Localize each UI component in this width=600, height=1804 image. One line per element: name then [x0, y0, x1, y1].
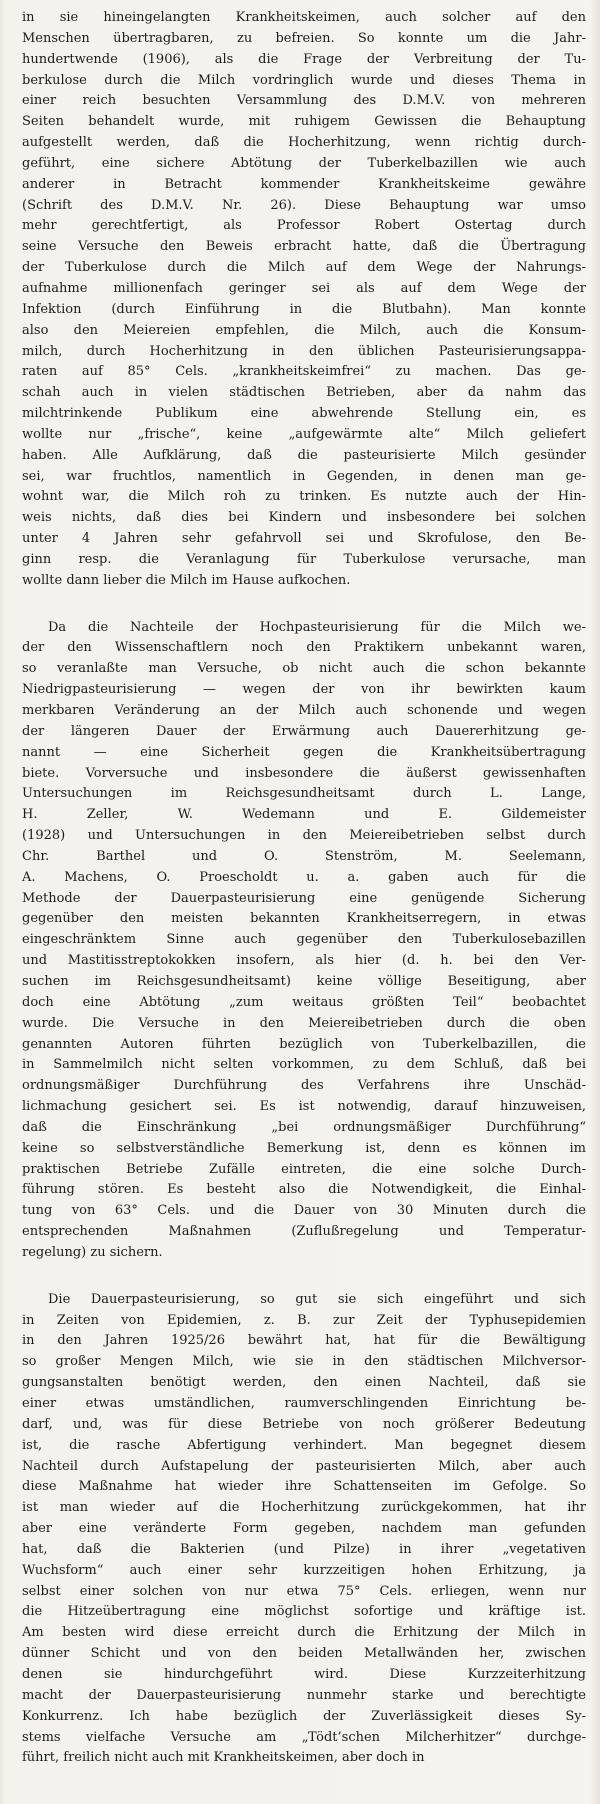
text-line: praktischen Betriebe Zufälle eintreten, die eine solche Durch- — [22, 1161, 586, 1177]
text-line: diese Maßnahme hat wieder ihre Schattenseiten im Gefolge. So — [22, 1479, 586, 1495]
text-line: wollte dann lieber die Milch im Hause aufkochen. — [22, 572, 351, 588]
paragraph-gap — [22, 592, 586, 618]
text-line: führung stören. Es besteht also die Notwendigkeit, die Einhal- — [22, 1182, 586, 1198]
text-line: in Sammelmilch nicht selten vorkommen, zu dem Schluß, daß bei — [22, 1057, 586, 1073]
text-line: so veranlaßte man Versuche, ob nicht auch die schon bekannte — [22, 661, 586, 677]
text-line: einer reich besuchten Versammlung des D.M.V. von mehreren — [22, 93, 586, 109]
text-line: Nachteil durch Aufstapelung der pasteurisierten Milch, aber auch — [22, 1458, 586, 1474]
text-line: ist man wieder auf die Hocherhitzung zurückgekommen, hat ihr — [22, 1500, 586, 1516]
text-line: milch, durch Hocherhitzung in den üblichen Pasteurisierungsappa- — [22, 343, 586, 359]
paragraph-gap — [22, 1264, 586, 1290]
text-line: merkbaren Veränderung an der Milch auch schonende und wegen — [22, 703, 586, 718]
paragraph — [22, 618, 586, 1264]
text-line: regelung) zu sichern. — [22, 1244, 163, 1260]
text-line: tung von 63° Cels. und die Dauer von 30 Minuten durch die — [22, 1203, 586, 1219]
text-line: Methode der Dauerpasteurisierung eine genügende Sicherung — [22, 890, 586, 906]
text-line: einer etwas umständlichen, raumverschlingenden Einrichtung be- — [22, 1396, 586, 1411]
text-line: ginn resp. die Veranlagung für Tuberkulose verursache, man — [22, 551, 586, 567]
text-line: die Hitzeübertragung eine möglichst sofortige und kräftige ist. — [22, 1604, 586, 1620]
text-line: Konkurrenz. Ich habe bezüglich der Zuverlässigkeit dieses Sy- — [22, 1708, 586, 1724]
text-line: daß die Einschränkung „bei ordnungsmäßiger Durchführung“ — [22, 1119, 586, 1135]
text-line: so großer Mengen Milch, wie sie in den städtischen Milchversor- — [22, 1354, 586, 1370]
text-line: wollte nur „frische“, keine „aufgewärmte alte“ Milch geliefert — [22, 426, 586, 442]
text-line: stems vielfache Versuche am „Tödt’schen Milcherhitzer“ durchge- — [22, 1729, 586, 1745]
text-line: raten auf 85° Cels. „krankheitskeimfrei“ zu machen. Das ge- — [22, 364, 586, 380]
text-line: in Zeiten von Epidemien, z. B. zur Zeit der Typhusepidemien — [22, 1312, 586, 1328]
paragraph — [22, 1290, 586, 1769]
text-line: denen sie hindurchgeführt wird. Diese Kurzzeiterhitzung — [22, 1666, 586, 1682]
text-line: führt, freilich nicht auch mit Krankheitskeimen, aber doch in — [22, 1750, 425, 1766]
text-line: aufnahme millionenfach geringer sei als auf dem Wege der — [22, 280, 586, 296]
text-line: seine Versuche den Beweis erbracht hatte, daß die Übertragung — [22, 239, 586, 255]
text-line: (Schrift des D.M.V. Nr. 26). Diese Behauptung war umso — [22, 197, 586, 213]
text-line: selbst einer solchen von nur etwa 75° Cels. erliegen, wenn nur — [22, 1583, 586, 1599]
text-line: Menschen übertragbaren, zu befreien. So konnte um die Jahr- — [22, 30, 586, 46]
text-line: genannten Autoren führten bezüglich von Tuberkelbazillen, die — [22, 1036, 586, 1052]
text-line: geführt, eine sichere Abtötung der Tuberkelbazillen wie auch — [22, 155, 586, 171]
paragraph — [22, 8, 586, 592]
text-line: (1928) und Untersuchungen in den Meiereibetrieben selbst durch — [22, 828, 586, 844]
text-line: aber eine veränderte Form gegeben, nachdem man gefunden — [22, 1521, 586, 1537]
text-line: wohnt war, die Milch roh zu trinken. Es nutzte auch der Hin- — [22, 489, 586, 505]
text-line: gegenüber den meisten bekannten Krankheitserregern, in etwas — [22, 911, 586, 927]
text-line: Niedrigpasteurisierung — wegen der von ihr bewirkten kaum — [22, 682, 586, 698]
text-line: Seiten behandelt wurde, mit ruhigem Gewissen die Behauptung — [22, 114, 586, 130]
text-line: der den Wissenschaftlern noch den Praktikern unbekannt waren, — [22, 640, 586, 656]
text-line: biete. Vorversuche und insbesondere die äußerst gewissenhaften — [22, 765, 586, 781]
text-line: Die Dauerpasteurisierung, so gut sie sich eingeführt und sich — [48, 1291, 586, 1307]
document-body — [22, 8, 586, 1769]
text-line: unter 4 Jahren sehr gefahrvoll sei und Skrofulose, den Be- — [22, 531, 586, 547]
text-line: macht der Dauerpasteurisierung nunmehr starke und berechtigte — [22, 1687, 586, 1703]
text-line: und Mastitisstreptokokken insofern, als hier (d. h. bei den Ver- — [22, 953, 586, 969]
text-line: in den Jahren 1925/26 bewährt hat, hat für die Bewältigung — [22, 1333, 586, 1349]
text-line: aufgestellt werden, daß die Hocherhitzung, wenn richtig durch- — [22, 135, 586, 151]
text-line: ist, die rasche Abfertigung verhindert. Man begegnet diesem — [22, 1437, 586, 1453]
text-line: berkulose durch die Milch vordringlich wurde und dieses Thema in — [22, 72, 586, 88]
text-line: haben. Alle Aufklärung, daß die pasteurisierte Milch gesünder — [22, 447, 586, 463]
text-line: hundertwende (1906), als die Frage der Verbreitung der Tu- — [22, 51, 586, 67]
text-line: mehr gerechtfertigt, als Professor Robert Ostertag durch — [22, 218, 586, 234]
text-line: der längeren Dauer der Erwärmung auch Dauererhitzung ge- — [22, 723, 586, 739]
text-line: suchen im Reichsgesundheitsamt) keine völlige Beseitigung, aber — [22, 973, 586, 989]
text-line: anderer in Betracht kommender Krankheitskeime gewähre — [22, 176, 586, 192]
text-line: lichmachung gesichert sei. Es ist notwendig, darauf hinzuweisen, — [22, 1099, 586, 1115]
text-line: A. Machens, O. Proescholdt u. a. gaben auch für die — [22, 869, 586, 885]
text-line: Da die Nachteile der Hochpasteurisierung für die Milch we- — [48, 619, 586, 635]
text-line: darf, und, was für diese Betriebe von noch größerer Bedeutung — [22, 1416, 586, 1432]
text-line: H. Zeller, W. Wedemann und E. Gildemeister — [22, 807, 586, 823]
text-line: hat, daß die Bakterien (und Pilze) in ihrer „vegetativen — [22, 1541, 586, 1557]
text-line: weis nichts, daß dies bei Kindern und insbesondere bei solchen — [22, 510, 586, 526]
text-line: sei, war fruchtlos, namentlich in Gegenden, in denen man ge- — [22, 468, 586, 484]
text-line: keine so selbstverständliche Bemerkung ist, denn es können im — [22, 1140, 586, 1156]
text-line: Infektion (durch Einführung in die Blutbahn). Man konnte — [22, 301, 586, 317]
text-line: der Tuberkulose durch die Milch auf dem Wege der Nahrungs- — [22, 260, 586, 276]
text-line: milchtrinkende Publikum eine abwehrende Stellung ein, es — [22, 406, 586, 422]
text-line: wurde. Die Versuche in den Meiereibetrieben durch die oben — [22, 1015, 586, 1031]
text-line: entsprechenden Maßnahmen (Zuflußregelung und Temperatur- — [22, 1224, 586, 1240]
text-line: ordnungsmäßiger Durchführung des Verfahrens ihre Unschäd- — [22, 1078, 586, 1094]
text-line: in sie hineingelangten Krankheitskeimen, auch solcher auf den — [22, 10, 586, 25]
text-line: Chr. Barthel und O. Stenström, M. Seelemann, — [22, 848, 586, 864]
text-line: nannt — eine Sicherheit gegen die Krankheitsübertragung — [22, 744, 586, 760]
text-line: schah auch in vielen städtischen Betrieben, aber da nahm das — [22, 385, 586, 401]
text-line: doch eine Abtötung „zum weitaus größten Teil“ beobachtet — [22, 994, 586, 1010]
text-line: Untersuchungen im Reichsgesundheitsamt durch L. Lange, — [22, 786, 586, 802]
text-line: also den Meiereien empfehlen, die Milch, auch die Konsum- — [22, 322, 586, 338]
text-line: gungsanstalten benötigt werden, den einen Nachteil, daß sie — [22, 1375, 586, 1391]
text-line: eingeschränktem Sinne auch gegenüber den Tuberkulosebazillen — [22, 932, 586, 948]
text-line: dünner Schicht und von den beiden Metallwänden her, zwischen — [22, 1646, 586, 1662]
text-line: Wuchsform“ auch einer sehr kurzzeitigen hohen Erhitzung, ja — [22, 1562, 586, 1578]
text-line: Am besten wird diese erreicht durch die Erhitzung der Milch in — [22, 1625, 586, 1641]
